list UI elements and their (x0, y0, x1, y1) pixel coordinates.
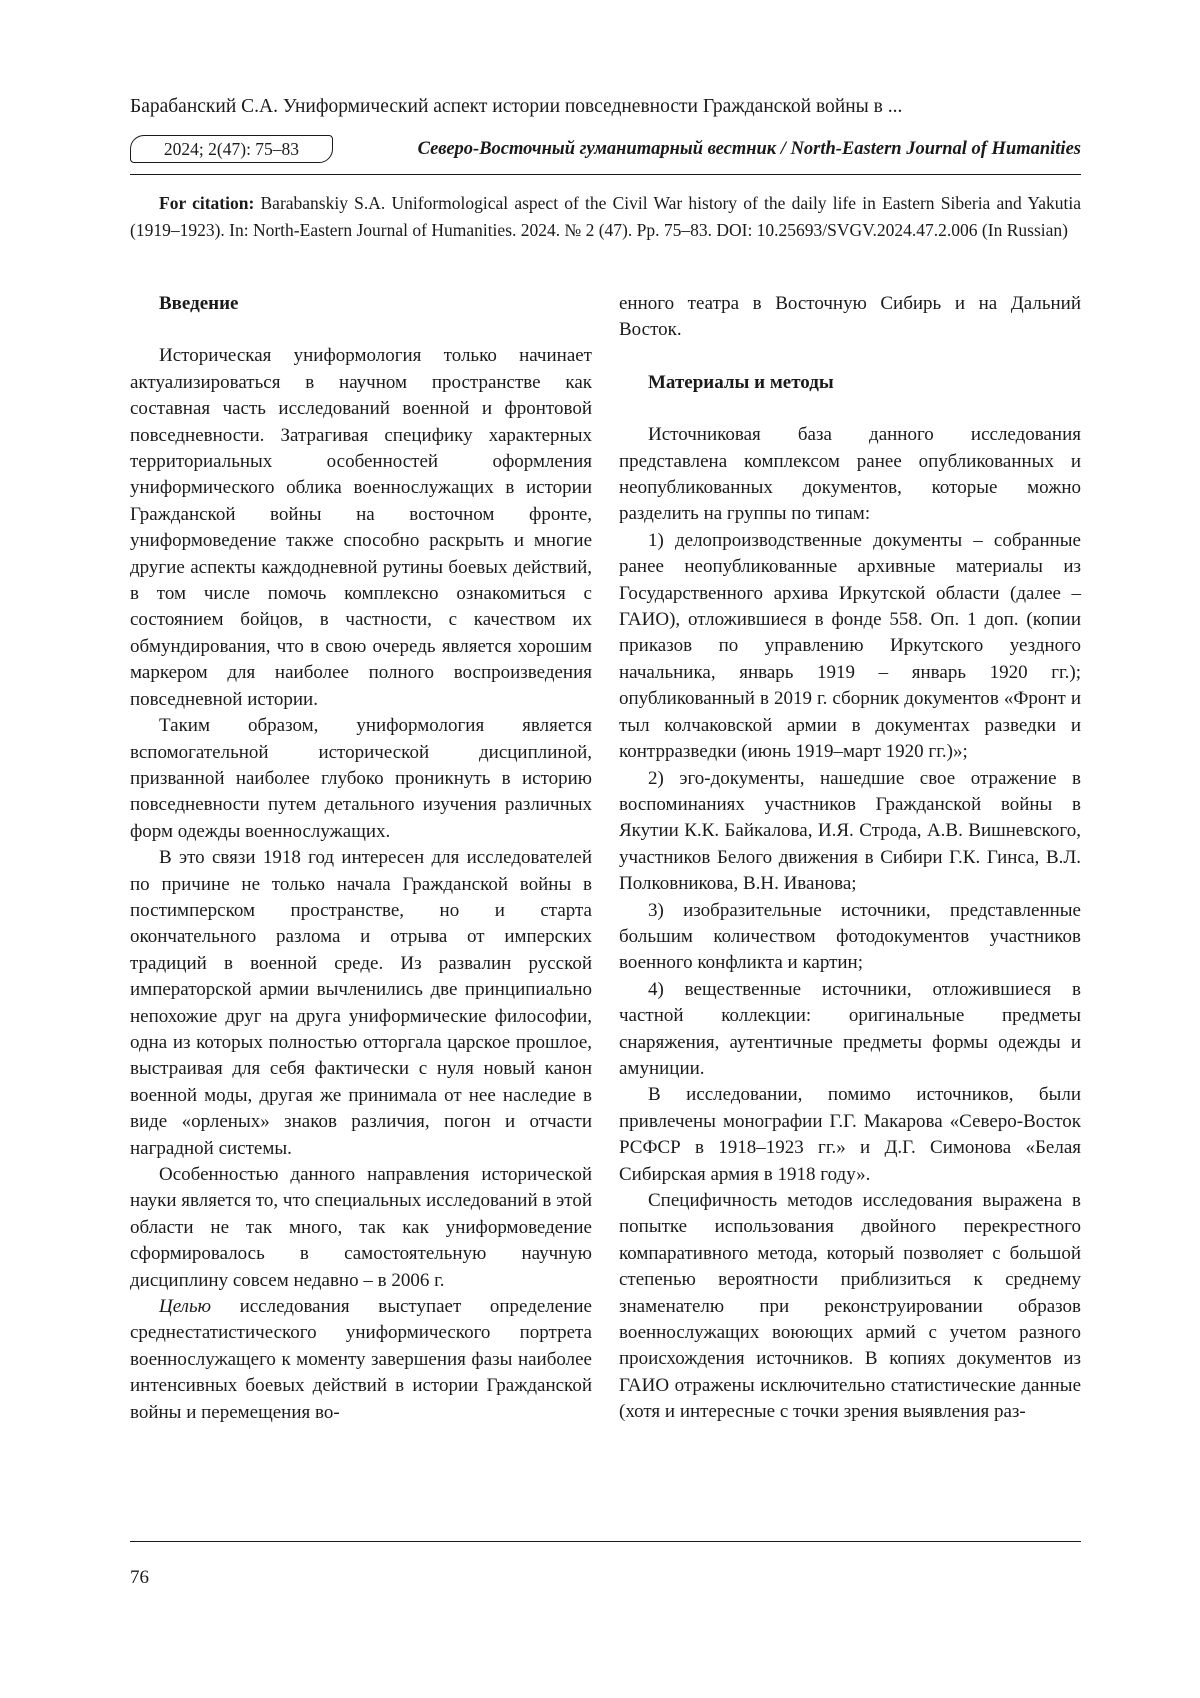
paragraph-goal (130, 1294, 592, 1426)
paragraph: Специфичность методов исследования выражена в попытке использования двойного перекрестного компаративного метода, который позволяет с большой степенью вероятности приблизиться к среднему знаменателю при реконструировании образов военнослужащих воюющих армий с учетом разного происхождения источников. В копиях документов из ГАИО отражены исключительно статистические данные (хотя и интересные с точки зрения выявления раз- (619, 1190, 1081, 1423)
spacer (619, 396, 1081, 422)
header-divider (130, 174, 1081, 175)
paragraph: В исследовании, помимо источников, были привлечены монографии Г.Г. Макарова «Северо-Восток РСФСР в 1918–1923 гг.» и Д.Г. Симонова «Белая Сибирская армия в 1918 году». (619, 1084, 1081, 1185)
spacer (130, 317, 592, 343)
list-item: 2) эго-документы, нашедшие свое отражение в воспоминаниях участников Гражданской войны в Якутии К.К. Байкалова, И.Я. Строда, А.В. Вишневского, участников Белого движения в Сибири Г.К. Гинса, В.Л. Полковникова, В.Н. Иванова; (619, 767, 1081, 895)
issue-badge: 2024; 2(47): 75–83 (130, 135, 333, 163)
running-title: Барабанский С.А. Униформический аспект истории повседневности Гражданской войны в ... (130, 96, 903, 117)
paragraph: Источниковая база данного исследования представлена комплексом ранее опубликованных и неопубликованных документов, которые можно разделить на группы по типам: (619, 424, 1081, 525)
citation-block (130, 190, 1081, 244)
goal-emphasis: Целью (159, 1296, 212, 1318)
left-column (130, 291, 592, 1426)
spacer (619, 344, 1081, 370)
list-item: 1) делопроизводственные документы – собранные ранее неопубликованные архивные материалы из Государственного архива Иркутской области (далее – ГАИО), отложившиеся в фонде 558. Оп. 1 доп. (копии приказов по управлению Иркутского уездного начальника, январь 1919 – январь 1920 гг.); опубликованный в 2019 г. сборник документов «Фронт и тыл колчаковской армии в документах разведки и контрразведки (июнь 1919–март 1920 гг.)»; (619, 529, 1081, 763)
footer-divider (130, 1541, 1081, 1542)
section-heading-introduction: Введение (159, 293, 239, 314)
section-heading-materials-methods: Материалы и методы (648, 371, 834, 393)
paragraph: Историческая униформология только начинает актуализироваться в научном пространстве как составная часть исследований военной и фронтовой повседневности. Затрагивая специфику характерных территориальных особенностей оформления униформического облика военнослужащих в истории Гражданской войны на восточном фронте, униформоведение также способно раскрыть и многие другие аспекты каждодневной рутины боевых действий, в том числе помочь комплексно ознакомиться с состоянием бойцов, в частности, с качеством их обмундирования, что в свою очередь является хорошим маркером для наиболее полного воспроизведения повседневной истории. (130, 345, 592, 710)
paragraph-continuation: енного театра в Восточную Сибирь и на Дальний Восток. (619, 293, 1081, 341)
citation-paragraph (130, 190, 1081, 244)
page-number: 76 (130, 1567, 149, 1588)
journal-title: Северо-Восточный гуманитарный вестник / North-Eastern Journal of Humanities (417, 139, 1081, 159)
right-column (619, 291, 1081, 1426)
citation-label: For citation: (159, 193, 255, 213)
list-item: 3) изобразительные источники, представленные большим количеством фотодокументов участников военного конфликта и картин; (619, 899, 1081, 974)
list-item: 4) вещественные источники, отложившиеся в частной коллекции: оригинальные предметы снаряжения, аутентичные предметы формы одежды и амуниции. (619, 978, 1081, 1079)
paragraph: Таким образом, униформология является вспомогательной исторической дисциплиной, призванной наиболее глубоко проникнуть в историю повседневности путем детального изучения различных форм одежды военнослужащих. (130, 715, 592, 842)
goal-text: исследования выступает определение среднестатистического униформического портрета военнослужащего к моменту завершения фазы наиболее интенсивных боевых действий в истории Гражданской войны и перемещения во- (130, 1296, 592, 1423)
journal-info-row (130, 133, 1081, 167)
paragraph: Особенностью данного направления исторической науки является то, что специальных исследований в этой области не так много, так как униформоведение сформировалось в самостоятельную научную дисциплину совсем недавно – в 2006 г. (130, 1164, 592, 1291)
citation-text: Barabanskiy S.A. Uniformological aspect of the Civil War history of the daily life in Eastern Siberia and Yakutia (1919–1923). In: North-Eastern Journal of Humanities. 2024. № 2 (47). Pp. 75–83. DOI: 10.25693/SVGV.2024.47.2.006 (In Russian) (130, 193, 1081, 240)
paragraph: В это связи 1918 год интересен для исследователей по причине не только начала Гражданской войны в постимперском пространстве, но и старта окончательного разлома и отрыва от имперских традиций в военной среде. Из развалин русской императорской армии вычленились две принципиально непохожие друг на друга униформические философии, одна из которых полностью отторгала царское прошлое, выстраивая для себя фактически с нуля новый канон военной моды, другая же принимала от нее наследие в виде «орленых» знаков различия, погон и отчасти наградной системы. (130, 847, 592, 1159)
